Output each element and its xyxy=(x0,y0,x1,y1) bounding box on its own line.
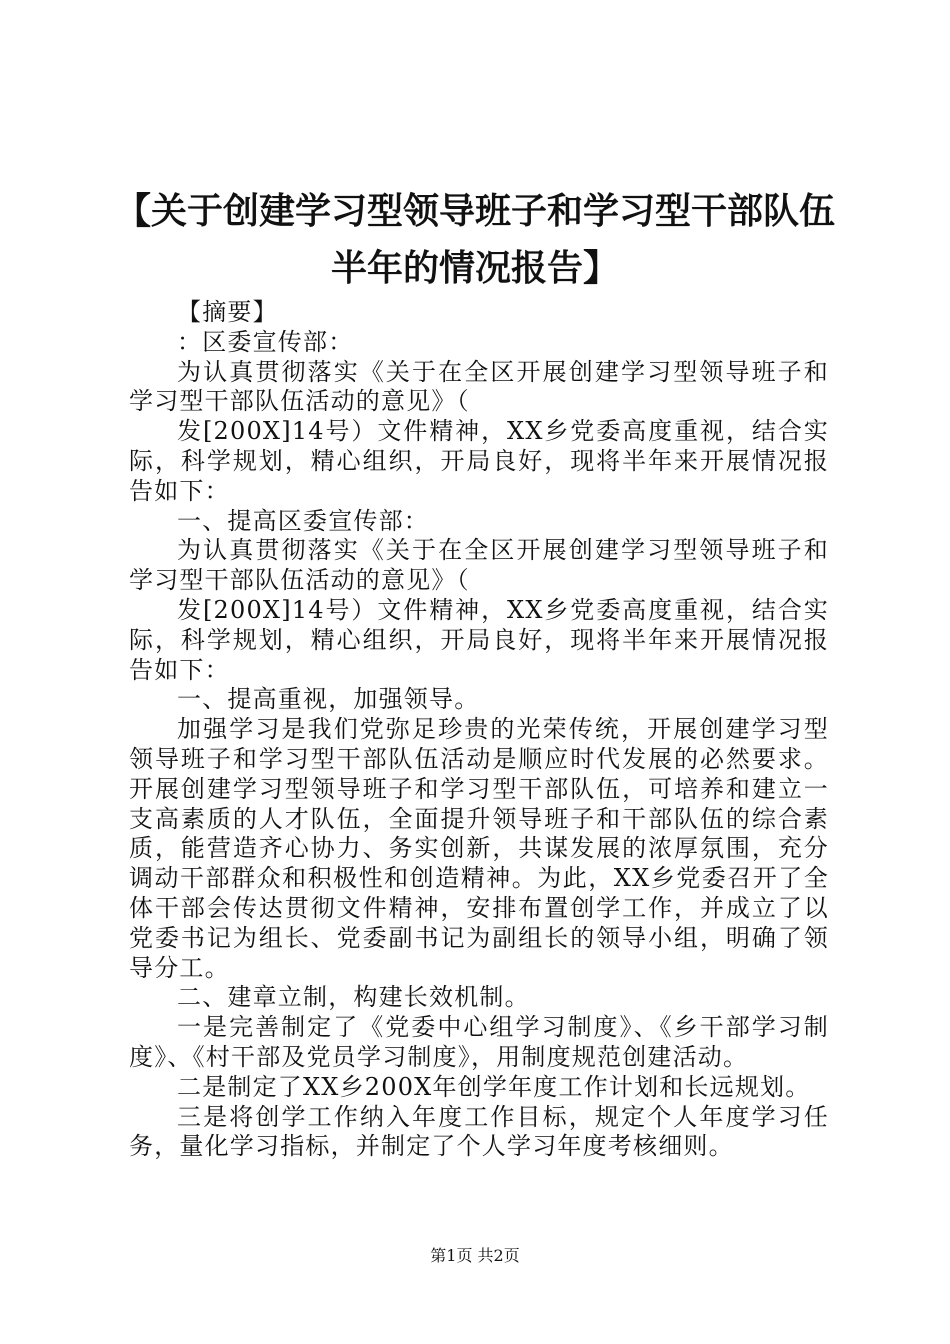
paragraph: 发[200X]14号）文件精神，XX乡党委高度重视，结合实际，科学规划，精心组织，开局良好，现将半年来开展情况报告如下： xyxy=(129,417,829,505)
paragraph: 为认真贯彻落实《关于在全区开展创建学习型领导班子和学习型干部队伍活动的意见》（ xyxy=(129,536,829,595)
paragraph: 发[200X]14号）文件精神，XX乡党委高度重视，结合实际，科学规划，精心组织，开局良好，现将半年来开展情况报告如下： xyxy=(129,595,829,684)
document-title xyxy=(110,183,840,297)
paragraph: 二是制定了XX乡200X年创学年度工作计划和长远规划。 xyxy=(177,1072,811,1101)
title-line-2: 半年的情况报告】 xyxy=(330,247,619,289)
paragraph: 为认真贯彻落实《关于在全区开展创建学习型领导班子和学习型干部队伍活动的意见》（ xyxy=(129,357,829,416)
document-body xyxy=(129,298,829,1162)
paragraph: 一是完善制定了《党委中心组学习制度》、《乡干部学习制度》、《村干部及党员学习制度》，用制度规范创建活动。 xyxy=(129,1013,829,1071)
title-line-1: 【关于创建学习型领导班子和学习型干部队伍 xyxy=(114,190,835,232)
paragraph: 加强学习是我们党弥足珍贵的光荣传统，开展创建学习型领导班子和学习型干部队伍活动是顺应时代发展的必然要求。开展创建学习型领导班子和学习型干部队伍，可培养和建立一支高素质的人才队伍，全面提升领导班子和干部队伍的综合素质，能营造齐心协力、务实创新，共谋发展的浓厚氛围，充分调动干部群众和积极性和创造精神。为此，XX乡党委召开了全体干部会传达贯彻文件精神，安排布置创学工作，并成立了以党委书记为组长、党委副书记为副组长的领导小组，明确了领导分工。 xyxy=(129,715,829,982)
section-heading: 二、建章立制，构建长效机制。 xyxy=(177,983,530,1012)
paragraph-recipient: ：区委宣传部： xyxy=(177,327,354,356)
page-footer: 第1页 共2页 xyxy=(430,1246,520,1265)
section-heading: 一、提高重视，加强领导。 xyxy=(177,685,480,714)
paragraph: 三是将创学工作纳入年度工作目标，规定个人年度学习任务，量化学习指标，并制定了个人学习年度考核细则。 xyxy=(129,1102,829,1161)
paragraph-abstract-label: 【摘要】 xyxy=(177,298,278,326)
section-heading: 一、提高区委宣传部： xyxy=(177,506,429,535)
